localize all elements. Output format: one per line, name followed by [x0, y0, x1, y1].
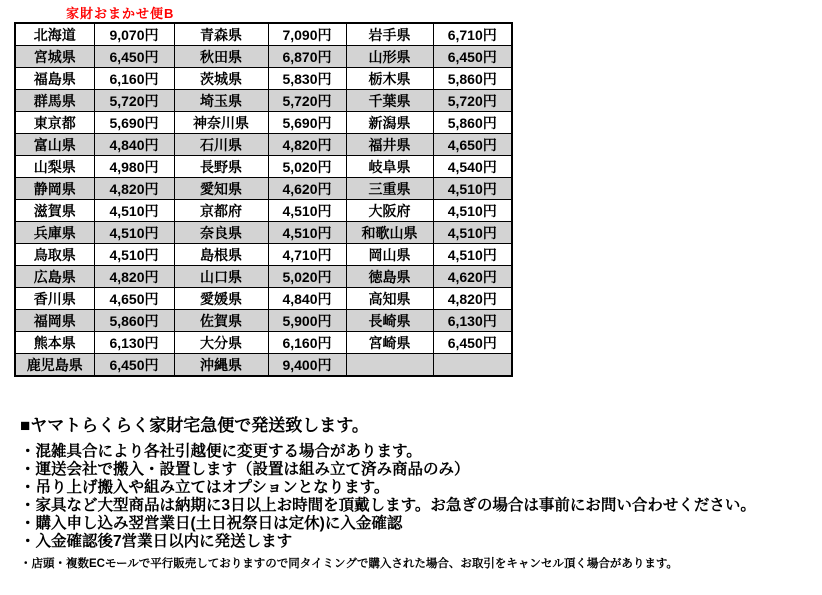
note-line: ・購入申し込み翌営業日(土日祝祭日は定休)に入金確認 [20, 515, 403, 532]
prefecture-cell: 香川県 [15, 288, 94, 310]
prefecture-cell: 大阪府 [346, 200, 433, 222]
price-cell: 6,710円 [433, 23, 512, 46]
prefecture-cell: 大分県 [174, 332, 268, 354]
prefecture-cell: 富山県 [15, 134, 94, 156]
price-cell: 5,900円 [268, 310, 346, 332]
price-cell: 6,450円 [94, 46, 174, 68]
prefecture-cell: 徳島県 [346, 266, 433, 288]
prefecture-cell: 福岡県 [15, 310, 94, 332]
fee-table-row [15, 46, 512, 68]
prefecture-cell: 滋賀県 [15, 200, 94, 222]
price-cell: 4,650円 [433, 134, 512, 156]
prefecture-cell: 山梨県 [15, 156, 94, 178]
price-cell: 9,400円 [268, 354, 346, 377]
price-cell: 4,650円 [94, 288, 174, 310]
price-cell: 4,510円 [94, 222, 174, 244]
fee-table-row [15, 332, 512, 354]
prefecture-cell: 群馬県 [15, 90, 94, 112]
prefecture-cell: 宮崎県 [346, 332, 433, 354]
price-cell: 4,710円 [268, 244, 346, 266]
note-small-disclaimer: ・店頭・複数ECモールで平行販売しておりますので同タイミングで購入された場合、お取引をキャンセル頂く場合があります。 [20, 558, 678, 570]
price-cell: 6,160円 [268, 332, 346, 354]
price-cell: 5,720円 [268, 90, 346, 112]
price-cell: 5,020円 [268, 266, 346, 288]
price-cell: 4,510円 [268, 200, 346, 222]
prefecture-cell: 山形県 [346, 46, 433, 68]
price-cell: 5,720円 [433, 90, 512, 112]
fee-table-row [15, 178, 512, 200]
prefecture-cell: 秋田県 [174, 46, 268, 68]
price-cell: 4,540円 [433, 156, 512, 178]
prefecture-cell: 奈良県 [174, 222, 268, 244]
fee-table-row [15, 156, 512, 178]
prefecture-cell: 岩手県 [346, 23, 433, 46]
prefecture-cell: 青森県 [174, 23, 268, 46]
prefecture-cell: 島根県 [174, 244, 268, 266]
fee-table-row [15, 288, 512, 310]
prefecture-cell: 福井県 [346, 134, 433, 156]
price-cell: 4,820円 [433, 288, 512, 310]
prefecture-cell: 新潟県 [346, 112, 433, 134]
price-cell: 4,510円 [433, 200, 512, 222]
prefecture-cell: 愛知県 [174, 178, 268, 200]
prefecture-cell [346, 354, 433, 377]
fee-table-row [15, 310, 512, 332]
fee-table-row [15, 200, 512, 222]
fee-table-row [15, 68, 512, 90]
prefecture-cell: 兵庫県 [15, 222, 94, 244]
price-cell: 5,860円 [433, 68, 512, 90]
price-cell: 4,510円 [94, 200, 174, 222]
note-line: ・吊り上げ搬入や組み立てはオプションとなります。 [20, 479, 390, 496]
shipping-fee-table [14, 22, 513, 377]
price-cell: 4,620円 [433, 266, 512, 288]
prefecture-cell: 東京都 [15, 112, 94, 134]
price-cell: 5,860円 [433, 112, 512, 134]
prefecture-cell: 長野県 [174, 156, 268, 178]
price-cell: 4,510円 [268, 222, 346, 244]
prefecture-cell: 埼玉県 [174, 90, 268, 112]
prefecture-cell: 三重県 [346, 178, 433, 200]
note-line: ・混雑具合により各社引越便に変更する場合があります。 [20, 443, 422, 460]
prefecture-cell: 千葉県 [346, 90, 433, 112]
price-cell: 6,450円 [433, 46, 512, 68]
price-cell: 4,840円 [268, 288, 346, 310]
prefecture-cell: 鳥取県 [15, 244, 94, 266]
prefecture-cell: 和歌山県 [346, 222, 433, 244]
prefecture-cell: 熊本県 [15, 332, 94, 354]
prefecture-cell: 長崎県 [346, 310, 433, 332]
prefecture-cell: 愛媛県 [174, 288, 268, 310]
prefecture-cell: 京都府 [174, 200, 268, 222]
price-cell: 5,020円 [268, 156, 346, 178]
price-cell: 4,820円 [268, 134, 346, 156]
prefecture-cell: 宮城県 [15, 46, 94, 68]
price-cell: 4,840円 [94, 134, 174, 156]
fee-table-title: 家財おまかせ便B [66, 6, 175, 21]
fee-table-row [15, 266, 512, 288]
prefecture-cell: 高知県 [346, 288, 433, 310]
prefecture-cell: 神奈川県 [174, 112, 268, 134]
fee-table-row [15, 23, 512, 46]
price-cell: 6,160円 [94, 68, 174, 90]
fee-table-row [15, 222, 512, 244]
price-cell: 5,860円 [94, 310, 174, 332]
price-cell: 6,450円 [433, 332, 512, 354]
price-cell: 6,870円 [268, 46, 346, 68]
note-line: ・運送会社で搬入・設置します（設置は組み立て済み商品のみ） [20, 461, 470, 478]
prefecture-cell: 茨城県 [174, 68, 268, 90]
prefecture-cell: 沖縄県 [174, 354, 268, 377]
note-line: ・家具など大型商品は納期に3日以上お時間を頂戴します。お急ぎの場合は事前にお問い合わせください。 [20, 497, 756, 514]
fee-table-row [15, 354, 512, 377]
fee-table-row [15, 112, 512, 134]
notes-heading: ■ヤマトらくらく家財宅急便で発送致します。 [20, 416, 369, 435]
prefecture-cell: 岐阜県 [346, 156, 433, 178]
prefecture-cell: 岡山県 [346, 244, 433, 266]
fee-table-row [15, 244, 512, 266]
fee-table-row [15, 90, 512, 112]
price-cell: 5,690円 [268, 112, 346, 134]
price-cell: 9,070円 [94, 23, 174, 46]
price-cell: 4,820円 [94, 266, 174, 288]
prefecture-cell: 佐賀県 [174, 310, 268, 332]
prefecture-cell: 鹿児島県 [15, 354, 94, 377]
price-cell: 5,830円 [268, 68, 346, 90]
price-cell: 4,510円 [433, 222, 512, 244]
price-cell: 4,980円 [94, 156, 174, 178]
price-cell: 6,130円 [94, 332, 174, 354]
prefecture-cell: 広島県 [15, 266, 94, 288]
price-cell: 4,820円 [94, 178, 174, 200]
price-cell: 7,090円 [268, 23, 346, 46]
prefecture-cell: 石川県 [174, 134, 268, 156]
prefecture-cell: 北海道 [15, 23, 94, 46]
prefecture-cell: 福島県 [15, 68, 94, 90]
price-cell: 6,130円 [433, 310, 512, 332]
fee-table-row [15, 134, 512, 156]
price-cell: 4,510円 [433, 178, 512, 200]
price-cell [433, 354, 512, 377]
prefecture-cell: 栃木県 [346, 68, 433, 90]
prefecture-cell: 山口県 [174, 266, 268, 288]
price-cell: 4,510円 [94, 244, 174, 266]
price-cell: 5,720円 [94, 90, 174, 112]
note-line: ・入金確認後7営業日以内に発送します [20, 533, 293, 550]
shipping-notes [20, 416, 810, 571]
price-cell: 4,620円 [268, 178, 346, 200]
price-cell: 4,510円 [433, 244, 512, 266]
price-cell: 5,690円 [94, 112, 174, 134]
prefecture-cell: 静岡県 [15, 178, 94, 200]
price-cell: 6,450円 [94, 354, 174, 377]
